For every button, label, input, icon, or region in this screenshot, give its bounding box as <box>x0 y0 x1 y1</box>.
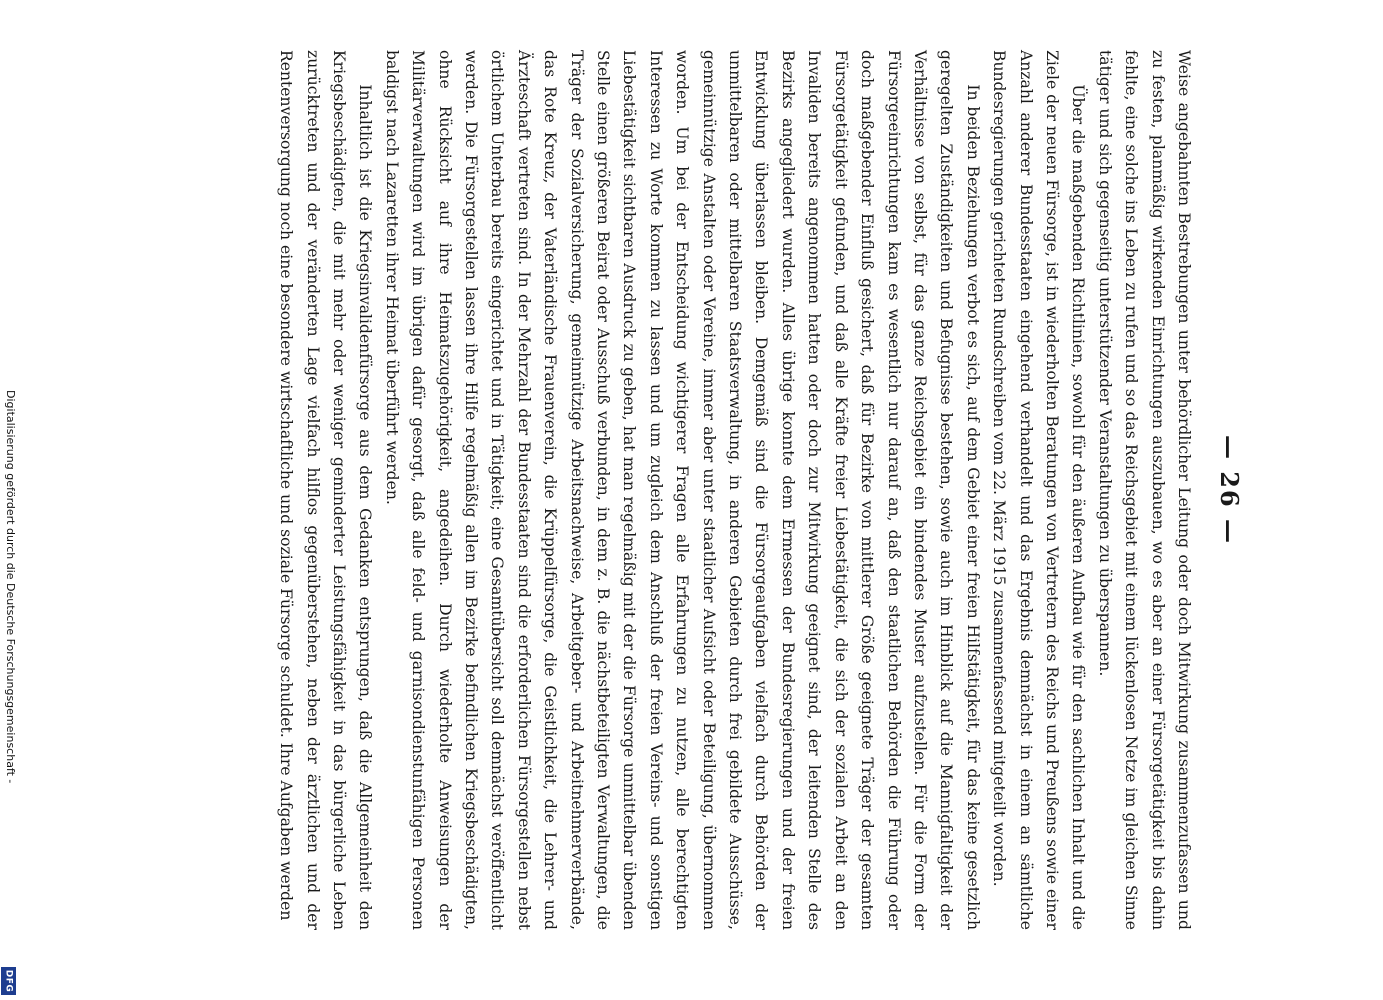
paragraph-1: Weise angebahnten Bestrebungen unter behördlicher Leitung oder doch Mitwirkung zusammenzufassen und zu festen, planmäßig wirkenden Einrichtungen auszubauen, wo es aber an einer Fürsorgetätigkeit bis dahin fehlte, eine solche ins Leben zu rufen und so das Reichsgebiet mit einem lückenlosen Netze im gleichen Sinne tätiger und sich gegenseitig unterstützender Veranstaltungen zu überspannen. <box>1095 50 1193 930</box>
paragraph-4: Inhaltlich ist die Kriegsinvalidenfürsorge aus dem Gedanken entsprungen, daß die Allgemeinheit den Kriegsbeschädigten, die mit mehr oder weniger geminderter Leistungsfähigkeit in das bürgerliche Leben zurücktreten und der veränderten Lage vielfach hilflos gegenüberstehen, neben der ärztlichen und der Rentenversorgung noch eine besondere wirtschaftliche und soziale Fürsorge schuldet. Ihre Aufgaben werden <box>277 50 375 930</box>
scanned-page <box>170 50 1250 930</box>
credit-text: Digitalisierung gefördert durch die Deutsche Forschungsgemeinschaft - <box>4 390 17 784</box>
body-text <box>273 50 1197 930</box>
digitization-credit <box>0 0 20 1000</box>
dfg-logo <box>1 967 16 995</box>
page-number: — 26 — <box>1215 434 1244 546</box>
paragraph-2: Über die maßgebenden Richtlinien, sowohl für den äußeren Aufbau wie für den sachlichen Inhalt und die Ziele der neuen Fürsorge, ist in wiederholten Beratungen von Vertretern des Reichs und Preußens sowie einer Anzahl anderer Bundesstaaten eingehend verhandelt und das Ergebnis demnächst in einem an sämtliche Bundesregierungen gerichteten Rundschreiben vom 22. März 1915 zusammenfassend mitgeteilt worden. <box>990 50 1088 930</box>
page-content-rotated <box>170 50 1250 930</box>
dfg-logo-text: DFG <box>3 969 14 993</box>
paragraph-3: In beiden Beziehungen verbot es sich, auf dem Gebiet einer freien Hilfstätigkeit, für das keine gesetzlich geregelten Zuständigkeiten und Befugnisse bestehen, sowie auch im Hinblick auf die Mannigfaltigkeit der Verhältnisse von selbst, für das ganze Reichsgebiet ein bindendes Muster aufzustellen. Für die Form der Fürsorgeeinrichtungen kam es wesentlich nur darauf an, daß den staatlichen Behörden die Führung oder doch maßgebender Einfluß gesichert, daß für Bezirke von mittlerer Größe geeignete Träger der gesamten Fürsorgetätigkeit gefunden, und daß alle Kräfte freier Liebestätigkeit, die sich der sozialen Arbeit an den Invaliden bereits angenommen hatten oder doch zur Mitwirkung geeignet sind, der leitenden Stelle des Bezirks angegliedert wurden. Alles übrige konnte dem Ermessen der Bundesregierungen und der freien Entwicklung überlassen bleiben. Demgemäß sind die Fürsorgeaufgaben vielfach durch Behörden der unmittelbaren oder mittelbaren Staatsverwaltung, in anderen Gebieten durch frei gebildete Ausschüsse, gemeinnützige Anstalten oder Vereine, immer aber unter staatlicher Aufsicht oder Beteiligung, übernommen worden. Um bei der Entscheidung wichtigerer Fragen alle Erfahrungen zu nutzen, alle berechtigten Interessen zu Worte kommen zu lassen und um zugleich dem Anschluß der freien Vereins- und sonstigen Liebestätigkeit sichtbaren Ausdruck zu geben, hat man regelmäßig mit der die Fürsorge unmittelbar übenden Stelle einen größeren Beirat oder Ausschuß verbunden, in dem z. B. die nächstbeteiligten Verwaltungen, die Träger der Sozialversicherung, gemeinnützige Arbeitsnachweise, Arbeitgeber- und Arbeitnehmerverbände, das Rote Kreuz, der Vaterländische Frauenverein, die Krüppelfürsorge, die Geistlichkeit, die Lehrer- und Ärzteschaft vertreten sind. In der Mehrzahl der Bundesstaaten sind die erforderlichen Fürsorgestellen nebst örtlichem Unterbau bereits eingerichtet und in Tätigkeit; eine Gesamtübersicht soll demnächst veröffentlicht werden. Die Fürsorgestellen lassen ihre Hilfe regelmäßig allen im Bezirke befindlichen Kriegsbeschädigten, ohne Rücksicht auf ihre Heimatszugehörigkeit, angedeihen. Durch wiederholte Anweisungen der Militärverwaltungen wird im übrigen dafür gesorgt, daß alle feld- und garnisondienstunfähigen Personen baldigst nach Lazaretten ihrer Heimat überführt werden. <box>382 50 982 930</box>
